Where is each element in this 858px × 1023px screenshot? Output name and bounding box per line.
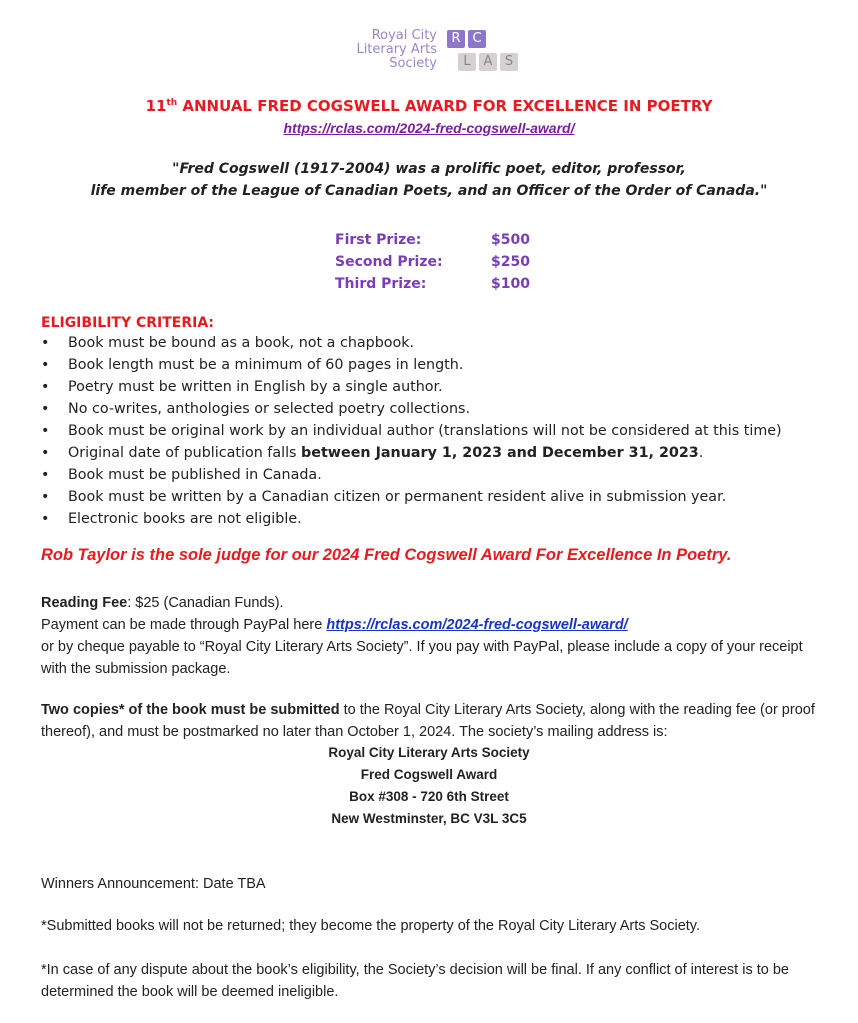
list-item-text: Book must be written by a Canadian citizen or permanent resident alive in submission year. bbox=[68, 489, 727, 505]
list-item-text: Book must be original work by an individual author (translations will not be considered at this time) bbox=[68, 423, 782, 439]
date-suffix: . bbox=[698, 445, 704, 461]
list-item-text: Electronic books are not eligible. bbox=[68, 511, 302, 527]
submission-text: to the Royal City Literary Arts Society, along with the reading fee (or proof thereof), and must be postmarked no later than October 1, 2024. The society’s mailing address is: bbox=[41, 702, 815, 740]
prize-row-second bbox=[335, 251, 535, 273]
rclas-logo bbox=[352, 26, 527, 76]
logo-letter-l: L bbox=[458, 53, 476, 71]
title-ordinal-number: 11 bbox=[145, 97, 167, 115]
prize-label: Third Prize: bbox=[335, 276, 427, 292]
logo-letter-a: A bbox=[479, 53, 497, 71]
list-item bbox=[41, 464, 782, 486]
reading-fee-label: Reading Fee bbox=[41, 595, 128, 611]
logo-text bbox=[356, 29, 437, 71]
list-item-text: Book must be bound as a book, not a chapbook. bbox=[68, 335, 415, 351]
prize-amount: $500 bbox=[491, 232, 530, 248]
prize-row-third bbox=[335, 273, 535, 295]
reading-fee-amount: : $25 (Canadian Funds). bbox=[127, 595, 284, 611]
list-item bbox=[41, 420, 782, 442]
logo-letter-r: R bbox=[447, 30, 465, 48]
logo-letter-s: S bbox=[500, 53, 518, 71]
prize-amount: $250 bbox=[491, 254, 530, 270]
list-item bbox=[41, 376, 782, 398]
mailing-address bbox=[0, 742, 858, 830]
cheque-text: or by cheque payable to “Royal City Literary Arts Society”. If you pay with PayPal, please include a copy of your receipt with the submission package. bbox=[41, 639, 803, 677]
logo-letter-c: C bbox=[468, 30, 486, 48]
bullet: • bbox=[41, 467, 50, 483]
quote-line-2: life member of the League of Canadian Poets, and an Officer of the Order of Canada." bbox=[90, 183, 768, 199]
prize-label: Second Prize: bbox=[335, 254, 443, 270]
prize-amount: $100 bbox=[491, 276, 530, 292]
submission-section bbox=[41, 699, 831, 743]
award-title bbox=[0, 97, 858, 115]
bullet: • bbox=[41, 379, 50, 395]
date-range: between January 1, 2023 and December 31, 2023 bbox=[301, 445, 699, 461]
title-ordinal-suffix: th bbox=[166, 98, 178, 108]
bullet: • bbox=[41, 511, 50, 527]
list-item bbox=[41, 332, 782, 354]
prize-table bbox=[335, 229, 535, 295]
award-link-top[interactable]: https://rclas.com/2024-fred-cogswell-award/ bbox=[283, 120, 575, 136]
list-item bbox=[41, 398, 782, 420]
winners-announcement: Winners Announcement: Date TBA bbox=[41, 876, 266, 892]
judge-statement: Rob Taylor is the sole judge for our 2024 Fred Cogswell Award For Excellence In Poetry. bbox=[41, 546, 732, 564]
list-item-text: Poetry must be written in English by a single author. bbox=[68, 379, 443, 395]
logo-text-line: Society bbox=[389, 56, 437, 71]
list-item-text: Book must be published in Canada. bbox=[68, 467, 322, 483]
list-item bbox=[41, 508, 782, 530]
bullet: • bbox=[41, 423, 50, 439]
payment-text: Payment can be made through PayPal here bbox=[41, 617, 327, 633]
list-item-text: Book length must be a minimum of 60 pages in length. bbox=[68, 357, 464, 373]
list-item bbox=[41, 486, 782, 508]
list-item-publication-date bbox=[41, 442, 782, 464]
list-item bbox=[41, 354, 782, 376]
eligibility-heading: ELIGIBILITY CRITERIA: bbox=[41, 315, 215, 331]
bullet: • bbox=[41, 445, 50, 461]
logo-text-line: Literary Arts bbox=[356, 42, 437, 57]
quote-line-1: "Fred Cogswell (1917-2004) was a prolific poet, editor, professor, bbox=[172, 161, 686, 177]
paypal-link[interactable]: https://rclas.com/2024-fred-cogswell-award/ bbox=[326, 617, 628, 633]
list-item-text: No co-writes, anthologies or selected poetry collections. bbox=[68, 401, 471, 417]
eligibility-list bbox=[41, 332, 782, 530]
address-line: Box #308 - 720 6th Street bbox=[349, 789, 509, 804]
address-line: Fred Cogswell Award bbox=[360, 767, 498, 782]
prize-row-first bbox=[335, 229, 535, 251]
dispute-note: *In case of any dispute about the book’s eligibility, the Society’s decision will be final. If any conflict of interest is to be determined the book will be deemed ineligible. bbox=[41, 962, 789, 1000]
bullet: • bbox=[41, 489, 50, 505]
submission-bold: Two copies* of the book must be submitted bbox=[41, 702, 340, 718]
bullet: • bbox=[41, 335, 50, 351]
logo-text-line: Royal City bbox=[371, 28, 437, 43]
submitted-note: *Submitted books will not be returned; they become the property of the Royal City Literary Arts Society. bbox=[41, 918, 700, 934]
bullet: • bbox=[41, 401, 50, 417]
address-line: Royal City Literary Arts Society bbox=[328, 745, 530, 760]
reading-fee-section bbox=[41, 592, 831, 680]
bullet: • bbox=[41, 357, 50, 373]
address-line: New Westminster, BC V3L 3C5 bbox=[331, 811, 527, 826]
date-prefix: Original date of publication falls bbox=[68, 445, 302, 461]
prize-label: First Prize: bbox=[335, 232, 422, 248]
title-text: ANNUAL FRED COGSWELL AWARD FOR EXCELLENCE IN POETRY bbox=[177, 97, 713, 115]
